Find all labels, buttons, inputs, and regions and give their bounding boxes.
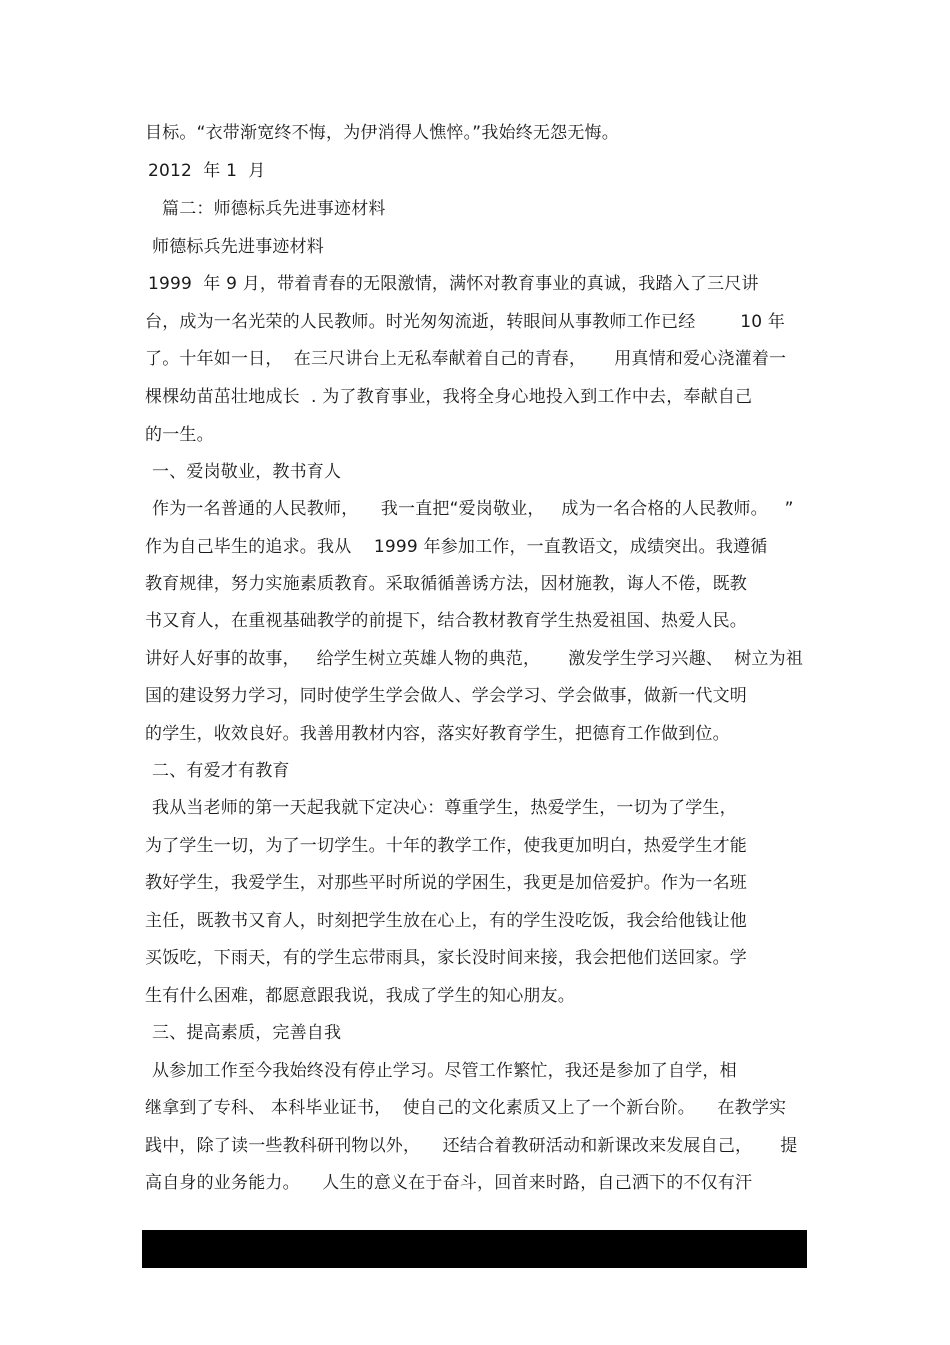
section-heading: 三、提高素质，完善自我 [152,1023,342,1043]
text-line: 高自身的业务能力。 人生的意义在于奋斗，回首来时路，自己洒下的不仅有汗 [145,1173,753,1193]
text-line: 作为自己毕生的追求。我从 1999 年参加工作，一直教语文，成绩突出。我遵循 [145,537,768,557]
text-line: 棵棵幼苗茁壮地成长 . 为了教育事业，我将全身心地投入到工作中去，奉献自己 [145,387,753,407]
text-line: 我从当老师的第一天起我就下定决心：尊重学生，热爱学生，一切为了学生， [152,798,737,818]
date-line: 2012 年 1 月 [148,161,266,181]
section-heading: 一、爱岗敬业，教书育人 [152,462,342,482]
text-line: 践中，除了读一些教科研刊物以外， 还结合着教研活动和新课改来发展自己， 提 [145,1136,798,1156]
section-heading: 二、有爱才有教育 [152,761,290,781]
text-line: 书又育人，在重视基础教学的前提下，结合教材教育学生热爱祖国、热爱人民。 [145,611,747,631]
text-line: 生有什么困难，都愿意跟我说，我成了学生的知心朋友。 [145,986,575,1006]
text-line: 主任，既教书又育人，时刻把学生放在心上，有的学生没吃饭，我会给他钱让他 [145,911,747,931]
text-line: 的学生，收效良好。我善用教材内容，落实好教育学生，把德育工作做到位。 [145,724,730,744]
text-line: 1999 年 9 月，带着青春的无限激情，满怀对教育事业的真诚，我踏入了三尺讲 [148,274,759,294]
text-line: 目标。“衣带渐宽终不悔，为伊消得人憔悴。”我始终无怨无悔。 [145,123,619,143]
text-line: 讲好人好事的故事， 给学生树立英雄人物的典范， 激发学生学习兴趣、 树立为祖 [145,649,804,669]
text-line: 教好学生，我爱学生，对那些平时所说的学困生，我更是加倍爱护。作为一名班 [145,873,747,893]
text-line: 教育规律，努力实施素质教育。采取循循善诱方法，因材施教，诲人不倦，既教 [145,574,747,594]
text-line: 台，成为一名光荣的人民教师。时光匆匆流逝，转眼间从事教师工作已经 10 年 [145,312,786,332]
text-line: 从参加工作至今我始终没有停止学习。尽管工作繁忙，我还是参加了自学，相 [152,1061,737,1081]
section-title: 篇二：师德标兵先进事迹材料 [162,199,386,219]
text-line: 作为一名普通的人民教师， 我一直把“爱岗敬业， 成为一名合格的人民教师。 ” [152,499,794,519]
document-heading: 师德标兵先进事迹材料 [152,237,324,257]
text-line: 的一生。 [145,425,214,445]
text-line: 买饭吃，下雨天，有的学生忘带雨具，家长没时间来接，我会把他们送回家。学 [145,948,747,968]
black-redaction-bar [142,1230,807,1268]
text-line: 为了学生一切，为了一切学生。十年的教学工作，使我更加明白，热爱学生才能 [145,836,747,856]
text-line: 了。十年如一日， 在三尺讲台上无私奉献着自己的青春， 用真情和爱心浇灌着一 [145,349,787,369]
text-line: 国的建设努力学习，同时使学生学会做人、学会学习、学会做事，做新一代文明 [145,686,747,706]
text-line: 继拿到了专科、 本科毕业证书， 使自己的文化素质又上了一个新台阶。 在教学实 [145,1098,787,1118]
